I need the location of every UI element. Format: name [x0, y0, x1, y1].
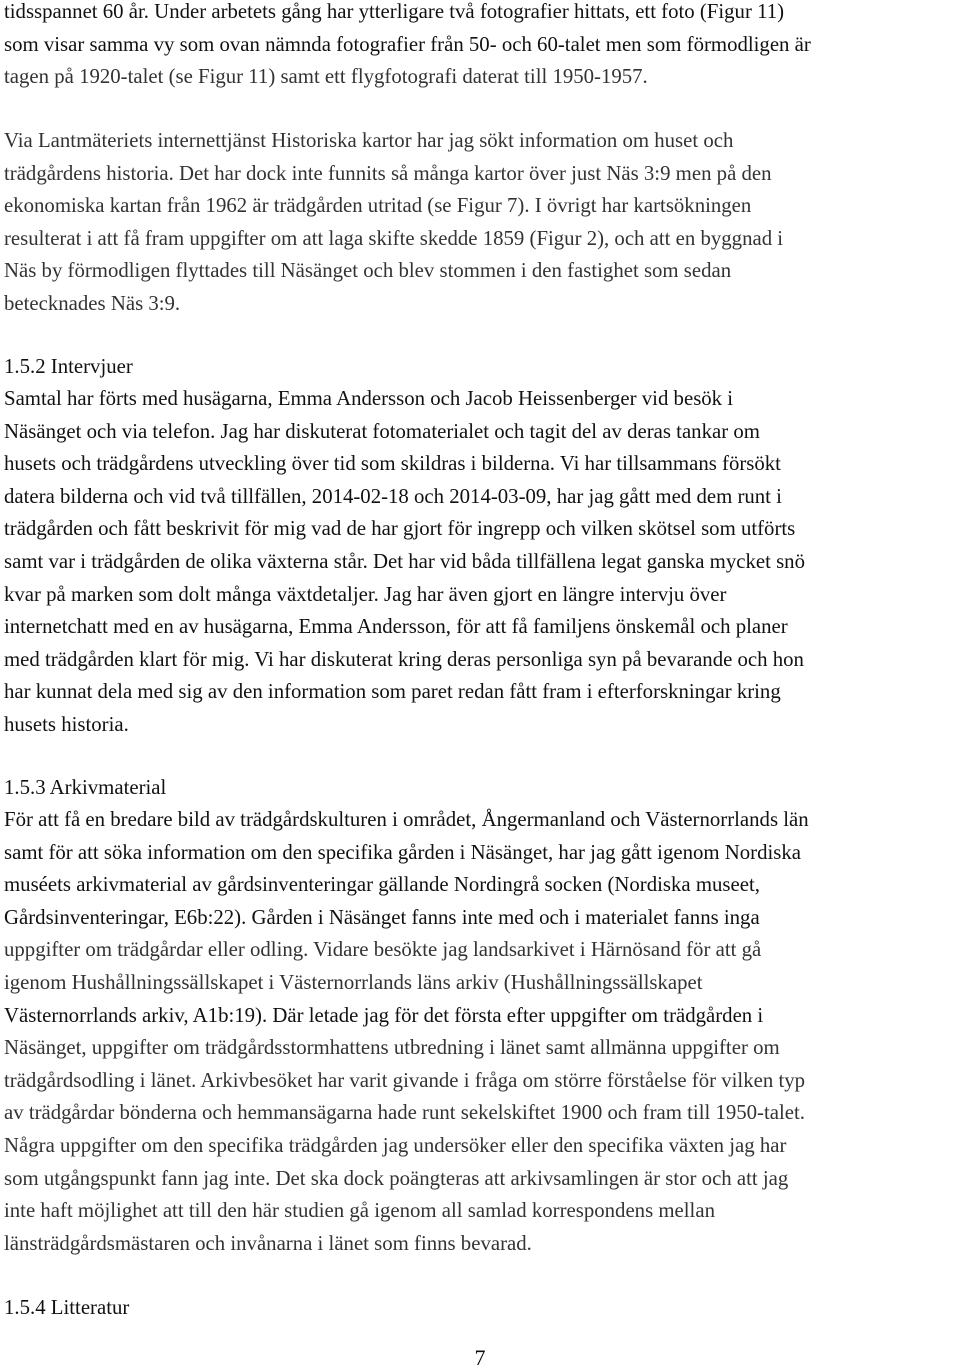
text-line: kvar på marken som dolt många växtdetaljer. Jag har även gjort en längre intervju över: [4, 582, 727, 606]
section-heading-archive: 1.5.3 Arkivmaterial: [4, 776, 167, 799]
page-number: 7: [474, 1345, 486, 1370]
paragraph-interviews: [4, 383, 960, 742]
section-heading-literature: 1.5.4 Litteratur: [4, 1296, 130, 1319]
text-line: trädgårdens historia. Det har dock inte funnits så många kartor över just Näs 3:9 men på den: [4, 161, 772, 185]
text-line: Via Lantmäteriets internettjänst Historiska kartor har jag sökt information om huset och: [4, 129, 734, 152]
text-line: För att få en bredare bild av trädgårdskulturen i området, Ångermanland och Västernorrlands län: [4, 808, 809, 831]
text-line: tagen på 1920-talet (se Figur 11) samt ett flygfotografi daterat till 1950-1957.: [4, 65, 648, 89]
text-line: husets historia.: [4, 712, 129, 736]
paragraph-maps: [4, 125, 960, 321]
text-line: datera bilderna och vid två tillfällen, 2014-02-18 och 2014-03-09, har jag gått med dem runt i: [4, 484, 782, 508]
text-line: internetchatt med en av husägarna, Emma Andersson, för att få familjens önskemål och planer: [4, 615, 788, 639]
text-line: Samtal har förts med husägarna, Emma Andersson och Jacob Heissenberger vid besök i: [4, 387, 734, 410]
paragraph-archive: [4, 804, 960, 1260]
text-line: inte haft möjlighet att till den här studien gå igenom all samlad korrespondens mellan: [4, 1199, 715, 1223]
text-line: betecknades Näs 3:9.: [4, 291, 181, 315]
text-line: har kunnat dela med sig av den information som paret redan fått fram i efterforskningar kring: [4, 680, 781, 704]
text-line: igenom Hushållningssällskapet i Västernorrlands läns arkiv (Hushållningssällskapet: [4, 970, 703, 994]
text-line: resulterat i att få fram uppgifter om att laga skifte skedde 1859 (Figur 2), och att en byggnad i: [4, 226, 784, 250]
text-line: trädgårdsodling i länet. Arkivbesöket har varit givande i fråga om större förståelse för vilken typ: [4, 1068, 806, 1092]
text-line: Näs by förmodligen flyttades till Näsänget och blev stommen i den fastighet som sedan: [4, 259, 732, 283]
text-line: muséets arkivmaterial av gårdsinventeringar gällande Nordingrå socken (Nordiska museet,: [4, 873, 760, 897]
text-line: tidsspannet 60 år. Under arbetets gång har ytterligare två fotografier hittats, ett foto (Figur 11): [4, 0, 785, 23]
text-line: Näsänget, uppgifter om trädgårdsstormhattens utbredning i länet samt allmänna uppgifter om: [4, 1036, 780, 1060]
text-line: husets och trädgårdens utveckling över tid som skildras i bilderna. Vi har tillsammans försökt: [4, 452, 781, 476]
paragraph-photographs: [4, 0, 960, 94]
text-line: av trädgårdar bönderna och hemmansägarna hade runt sekelskiftet 1900 och fram till 1950-talet.: [4, 1101, 805, 1125]
section-heading-interviews: 1.5.2 Intervjuer: [4, 355, 133, 378]
text-line: med trädgården klart för mig. Vi har diskuterat kring deras personliga syn på bevarande och hon: [4, 647, 804, 671]
text-line: länsträdgårdsmästaren och invånarna i länet som finns bevarad.: [4, 1231, 532, 1255]
text-line: samt var i trädgården de olika växterna står. Det har vid båda tillfällena legat ganska mycket snö: [4, 549, 805, 573]
text-line: som visar samma vy som ovan nämnda fotografier från 50- och 60-talet men som förmodligen är: [4, 32, 811, 56]
text-line: ekonomiska kartan från 1962 är trädgården utritad (se Figur 7). I övrigt har kartsökningen: [4, 194, 752, 218]
text-line: Västernorrlands arkiv, A1b:19). Där letade jag för det första efter uppgifter om trädgården i: [4, 1003, 764, 1027]
text-line: som utgångspunkt fann jag inte. Det ska dock poängteras att arkivsamlingen är stor och att jag: [4, 1166, 789, 1190]
text-line: Några uppgifter om den specifika trädgården jag undersöker eller den specifika växten jag har: [4, 1133, 787, 1157]
text-line: samt för att söka information om den specifika gården i Näsänget, har jag gått igenom Nordiska: [4, 840, 801, 864]
text-line: Gårdsinventeringar, E6b:22). Gården i Näsänget fanns inte med och i materialet fanns inga: [4, 905, 760, 929]
text-line: trädgården och fått beskrivit för mig vad de har gjort för ingrepp och vilken skötsel som utförts: [4, 517, 796, 541]
text-line: Näsänget och via telefon. Jag har diskuterat fotomaterialet och tagit del av deras tankar om: [4, 419, 760, 443]
text-line: uppgifter om trädgårdar eller odling. Vidare besökte jag landsarkivet i Härnösand för att gå: [4, 938, 762, 962]
